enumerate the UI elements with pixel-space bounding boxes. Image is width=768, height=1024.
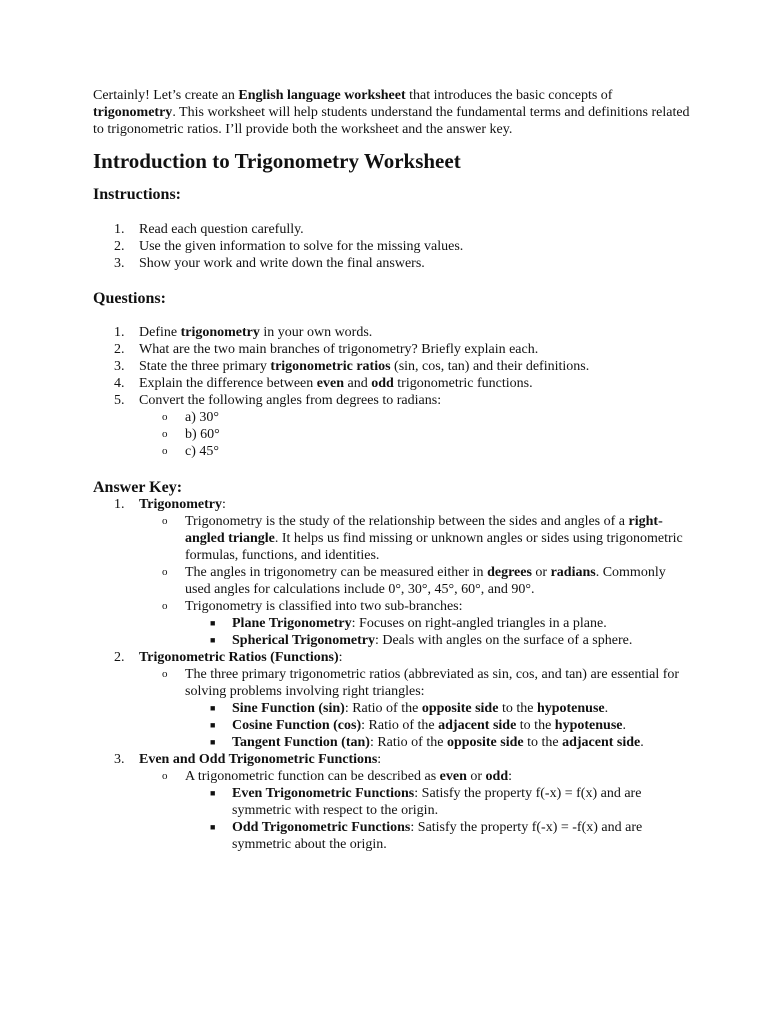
instruction-text: Show your work and write down the final answers.: [139, 256, 425, 271]
sub-item-text: b) 60°: [185, 427, 220, 442]
bold-term: adjacent side: [438, 718, 517, 733]
bold-term: Cosine Function (cos): [232, 718, 362, 733]
text: :: [508, 769, 512, 784]
bold-term: Trigonometry: [139, 497, 222, 512]
list-number: 2.: [114, 239, 125, 254]
list-number: 1.: [114, 497, 125, 512]
answer-subbullet: [93, 785, 693, 819]
circle-bullet-icon: o: [162, 428, 168, 440]
text: or: [531, 565, 551, 580]
square-bullet-icon: ■: [210, 822, 216, 832]
circle-bullet-icon: o: [162, 515, 168, 527]
bold-term: Sine Function (sin): [232, 701, 345, 716]
list-number: 1.: [114, 325, 125, 340]
list-number: 1.: [114, 222, 125, 237]
intro-text: that introduces the basic concepts of: [405, 88, 613, 103]
sub-item-text: a) 30°: [185, 410, 219, 425]
list-number: 2.: [114, 650, 125, 665]
bold-term: trigonometric ratios: [270, 359, 391, 374]
question-text: What are the two main branches of trigonometry? Briefly explain each.: [139, 342, 539, 357]
intro-text: . This worksheet will help students understand the fundamental terms and definitions related to trigonometric ratios. I’ll provide both the worksheet and the answer key.: [93, 105, 690, 137]
text: : Deals with angles on the surface of a sphere.: [374, 633, 633, 648]
answer-subbullet: [93, 615, 693, 632]
text: in your own words.: [259, 325, 373, 340]
text: Define: [139, 325, 181, 340]
text: .: [640, 735, 644, 750]
square-bullet-icon: ■: [210, 703, 216, 713]
square-bullet-icon: ■: [210, 618, 216, 628]
circle-bullet-icon: o: [162, 566, 168, 578]
subbullet-text: [93, 700, 693, 717]
bold-term: degrees: [487, 565, 532, 580]
sub-item-text: c) 45°: [185, 444, 219, 459]
subbullet-text: [93, 734, 693, 751]
text: Trigonometry is the study of the relationship between the sides and angles of a: [185, 514, 629, 529]
text: : Ratio of the: [344, 701, 422, 716]
text: The angles in trigonometry can be measured either in: [185, 565, 488, 580]
bullet-text: The three primary trigonometric ratios (abbreviated as sin, cos, and tan) are essential for solving problems involving right triangles:: [185, 667, 680, 699]
instruction-item: [93, 238, 693, 255]
bold-term: Even and Odd Trigonometric Functions: [139, 752, 378, 767]
answer-key-heading: Answer Key:: [93, 479, 183, 496]
text: and: [344, 376, 372, 391]
text: or: [466, 769, 486, 784]
answer-subbullet: [93, 700, 693, 717]
bold-term: trigonometry: [180, 325, 260, 340]
subbullet-text: [93, 819, 693, 853]
intro-paragraph: [93, 87, 693, 138]
answer-section: [93, 649, 693, 666]
list-number: 2.: [114, 342, 125, 357]
page-title: Introduction to Trigonometry Worksheet: [93, 149, 461, 173]
question-text: [93, 358, 693, 375]
list-number: 3.: [114, 752, 125, 767]
text: Explain the difference between: [139, 376, 317, 391]
answer-bullet: [93, 598, 693, 615]
subbullet-text: [93, 785, 693, 819]
sub-item: [93, 426, 693, 443]
text: to the: [498, 701, 537, 716]
text: . Commonly used angles for calculations include 0°, 30°, 45°, 60°, and 90°.: [185, 565, 666, 597]
text: State the three primary: [139, 359, 271, 374]
text: : Ratio of the: [361, 718, 439, 733]
section-title: [93, 751, 693, 768]
section-title: [93, 649, 693, 666]
bold-term: hypotenuse: [554, 718, 623, 733]
bold-term: Trigonometric Ratios (Functions): [139, 650, 339, 665]
text: :: [338, 650, 343, 665]
instruction-text: Read each question carefully.: [139, 222, 304, 237]
question-item: [93, 375, 693, 392]
square-bullet-icon: ■: [210, 788, 216, 798]
square-bullet-icon: ■: [210, 720, 216, 730]
text: : Ratio of the: [369, 735, 447, 750]
bold-term: opposite side: [421, 701, 499, 716]
circle-bullet-icon: o: [162, 411, 168, 423]
answer-subbullet: [93, 632, 693, 649]
bullet-text: [93, 768, 693, 785]
answer-bullet: [93, 666, 693, 700]
questions-heading: Questions:: [93, 290, 166, 307]
question-item: [93, 324, 693, 341]
bold-term: odd: [485, 769, 509, 784]
text: : Satisfy the property f(-x) = -f(x) and are symmetric about the origin.: [232, 820, 643, 852]
circle-bullet-icon: o: [162, 770, 168, 782]
list-number: 3.: [114, 256, 125, 271]
instructions-heading: Instructions:: [93, 186, 182, 203]
text: (sin, cos, tan) and their definitions.: [390, 359, 590, 374]
bullet-text: [93, 564, 693, 598]
circle-bullet-icon: o: [162, 600, 168, 612]
bold-term: even: [316, 376, 344, 391]
intro-bold-trigonometry: trigonometry: [93, 105, 173, 120]
question-item: [93, 341, 693, 358]
subbullet-text: [93, 717, 693, 734]
text: : Focuses on right-angled triangles in a plane.: [351, 616, 607, 631]
text: . It helps us find missing or unknown angles or sides using trigonometric formulas, functions, and identities.: [185, 531, 683, 563]
square-bullet-icon: ■: [210, 737, 216, 747]
instruction-item: [93, 221, 693, 238]
bold-term: right-angled triangle: [185, 514, 663, 546]
text: to the: [516, 718, 555, 733]
intro-bold-worksheet: English language worksheet: [238, 88, 406, 103]
questions-list: [93, 324, 693, 460]
intro-text: Certainly! Let’s create an: [93, 88, 239, 103]
question-item: [93, 392, 693, 409]
bullet-text: [93, 513, 693, 564]
text: to the: [523, 735, 563, 750]
instruction-text: Use the given information to solve for the missing values.: [139, 239, 464, 254]
text: .: [604, 701, 609, 716]
answer-bullet: [93, 768, 693, 785]
subbullet-text: [93, 632, 693, 649]
instructions-list: [93, 221, 693, 272]
answer-subbullet: [93, 717, 693, 734]
bold-term: even: [439, 769, 467, 784]
bold-term: hypotenuse: [536, 701, 605, 716]
list-number: 4.: [114, 376, 125, 391]
subbullet-text: [93, 615, 693, 632]
section-title: [93, 496, 693, 513]
bold-term: Tangent Function (tan): [232, 735, 370, 750]
circle-bullet-icon: o: [162, 668, 168, 680]
text: : Satisfy the property f(-x) = f(x) and are symmetric with respect to the origin.: [232, 786, 642, 818]
answer-section: [93, 496, 693, 513]
text: :: [377, 752, 382, 767]
question-text: Convert the following angles from degrees to radians:: [139, 393, 442, 408]
bold-term: odd: [371, 376, 394, 391]
instruction-item: [93, 255, 693, 272]
bold-term: Even Trigonometric Functions: [232, 786, 415, 801]
bold-term: Plane Trigonometry: [232, 616, 352, 631]
text: trigonometric functions.: [393, 376, 533, 391]
answer-bullet: [93, 513, 693, 564]
text: A trigonometric function can be described as: [185, 769, 440, 784]
bold-term: adjacent side: [562, 735, 641, 750]
answer-subbullet: [93, 819, 693, 853]
circle-bullet-icon: o: [162, 445, 168, 457]
bold-term: opposite side: [446, 735, 524, 750]
answer-bullet: [93, 564, 693, 598]
answer-key-list: [93, 496, 693, 853]
question-text: [93, 324, 693, 341]
bold-term: radians: [550, 565, 596, 580]
question-text: [93, 375, 693, 392]
text: .: [622, 718, 626, 733]
answer-section: [93, 751, 693, 768]
list-number: 5.: [114, 393, 125, 408]
sub-item: [93, 443, 693, 460]
bullet-text: Trigonometry is classified into two sub-branches:: [185, 599, 463, 614]
question-item: [93, 358, 693, 375]
square-bullet-icon: ■: [210, 635, 216, 645]
sub-item: [93, 409, 693, 426]
answer-subbullet: [93, 734, 693, 751]
text: :: [221, 497, 226, 512]
bold-term: Spherical Trigonometry: [232, 633, 375, 648]
bold-term: Odd Trigonometric Functions: [232, 820, 411, 835]
list-number: 3.: [114, 359, 125, 374]
